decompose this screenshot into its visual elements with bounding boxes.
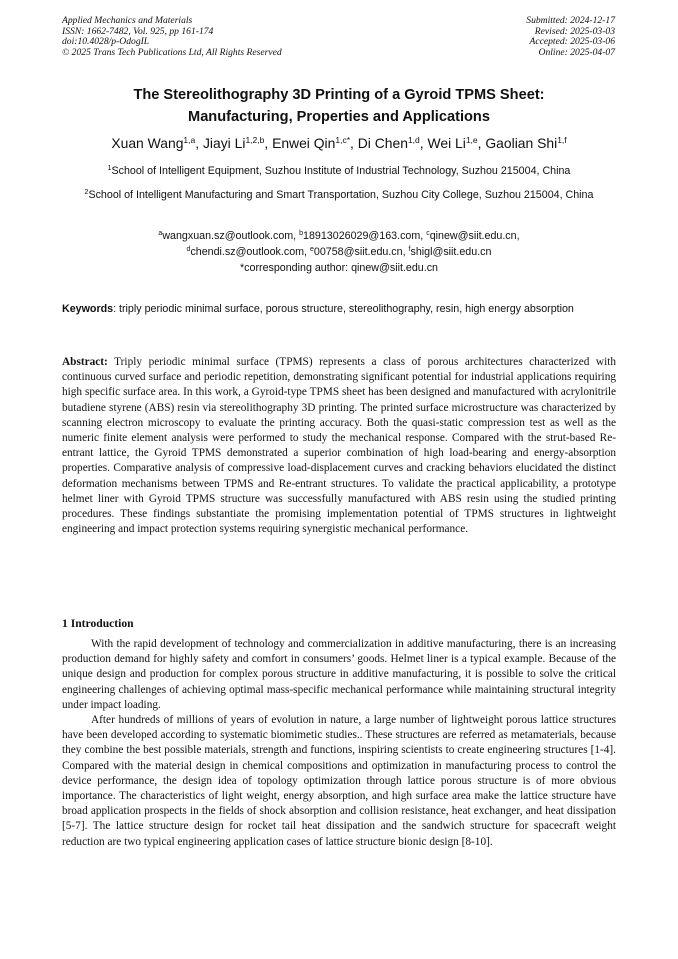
affiliation-2: [62, 187, 616, 204]
email-line-2: [62, 244, 616, 260]
author-separator: ,: [477, 135, 486, 151]
email-line-1: [62, 228, 616, 244]
journal-header: [62, 16, 282, 58]
author-list: [40, 134, 638, 152]
email-link[interactable]: qinew@siit.edu.cn,: [429, 230, 520, 242]
submitted-date: Submitted: 2024-12-17: [526, 15, 615, 26]
author-separator: ,: [264, 135, 273, 151]
email-mark: f: [408, 246, 411, 253]
journal-doi: doi:10.4028/p-OdogIL: [62, 36, 150, 48]
author-separator: ,: [195, 135, 203, 151]
keywords-block: [62, 301, 616, 318]
author-separator: ,: [419, 135, 428, 151]
email-mark: a: [158, 230, 163, 237]
paper-title: [62, 85, 616, 128]
author-affiliation-mark: 1,c*: [335, 135, 351, 145]
corresponding-author: *corresponding author: qinew@siit.edu.cn: [240, 262, 438, 274]
keywords-label: Keywords: [62, 303, 114, 315]
email-mark: e: [310, 246, 314, 253]
author-emails: [62, 228, 616, 276]
accepted-date: Accepted: 2025-03-06: [529, 36, 615, 48]
keywords-text: : triply periodic minimal surface, porous structure, stereolithography, resin, high energy absorption: [113, 303, 574, 315]
author-affiliation-mark: 1,f: [557, 135, 567, 145]
affiliation-text: School of Intelligent Equipment, Suzhou Institute of Industrial Technology, Suzhou 215004, China: [111, 165, 571, 177]
section-heading: 1 Introduction: [62, 617, 134, 630]
author-name: Enwei Qin: [272, 135, 336, 151]
email-link[interactable]: wangxuan.sz@outlook.com,: [162, 230, 300, 242]
author-name: Wei Li: [427, 135, 466, 151]
title-line-1: The Stereolithography 3D Printing of a Gyroid TPMS Sheet:: [133, 87, 545, 103]
email-mark: d: [186, 246, 191, 253]
email-link[interactable]: 00758@siit.edu.cn,: [313, 246, 409, 258]
author-name: Gaolian Shi: [485, 135, 558, 151]
online-date: Online: 2025-04-07: [538, 46, 615, 58]
journal-name: Applied Mechanics and Materials: [62, 15, 193, 26]
author-affiliation-mark: 1,2,b: [245, 135, 265, 145]
paragraph: After hundreds of millions of years of evolution in nature, a large number of lightweight porous lattice structures have been developed according to systematic biomimetic studies.. These structures are referred as metamaterials, because they combine the best possible materials, strength and functions, inspiring scientists to create engineering structures [1-4]. Compared with the material design in chemical compositions and optimization in manufacturing process to control the device performance, the design idea of topology optimization through lattice porous structure is of more obvious importance. The characteristics of light weight, energy absorption, and high surface area make the lattice structure have broad application prospects in the fields of shock absorption and collision resistance, heat exchanger, and heat dissipation [5-7]. The lattice structure design for rocket tail heat dissipation and the sandwich structure for spacecraft weight reduction are two typical engineering application cases of lattice structure bionic design [8-10].: [62, 714, 616, 848]
abstract-label: Abstract:: [62, 356, 108, 368]
author-separator: ,: [350, 135, 358, 151]
title-line-2: Manufacturing, Properties and Applications: [188, 108, 490, 125]
author-affiliation-mark: 1,d: [407, 135, 420, 145]
author-name: Di Chen: [357, 135, 408, 151]
author-name: Xuan Wang: [111, 135, 184, 151]
author-affiliation-mark: 1,e: [465, 135, 478, 145]
affiliation-1: [62, 163, 616, 180]
affiliation-mark: 1: [107, 165, 112, 172]
email-link[interactable]: chendi.sz@outlook.com,: [190, 246, 310, 258]
email-mark: b: [299, 230, 304, 237]
affiliation-text: School of Intelligent Manufacturing and Smart Transportation, Suzhou City College, Suzhou 215004, China: [88, 189, 594, 201]
journal-issn: ISSN: 1662-7482, Vol. 925, pp 161-174: [62, 25, 214, 37]
dates-header: [526, 16, 615, 58]
abstract-text: Triply periodic minimal surface (TPMS) represents a class of porous architectures characterized with continuous curved surface and periodic repetition, demonstrating significant potential for industrial applications requiring high specific surface area. In this work, a Gyroid-type TPMS sheet has been designed and manufactured with acrylonitrile butadiene styrene (ABS) resin via stereolithography 3D printing. The printed surface microstructure was characterized by scanning electron microscopy to evaluate the printing accuracy. Both the quasi-static compression test as well as the numeric finite element analysis were performed to study the mechanical response. Compared with the strut-based Re-entrant lattice, the Gyroid TPMS demonstrated a superior combination of high load-bearing and energy-absorption properties. Comparative analysis of compressive load-displacement curves and cracking behaviors elucidated the distinct deformation mechanisms between TPMS and Re-entrant structures. To validate the practical applicability, a prototype helmet liner with Gyroid TPMS structure was successfully manufactured with ABS resin using the studied printing procedures. These findings substantiate the promising implementation potential of TPMS structures in lightweight engineering and impact protection systems requiring synergistic mechanical performance.: [62, 356, 616, 536]
paragraph: With the rapid development of technology and commercialization in additive manufacturing, there is an increasing production demand for highly safety and comfort in consumers’ goods. Helmet liner is a typical example. Because of the unique design and production for complex porous structure in additive manufacturing, it is possible to solve the critical engineering challenges of achieving optimal mass-specific mechanical performance while maintaining structural integrity under impact loading.: [62, 638, 616, 711]
author-affiliation-mark: 1,a: [183, 135, 196, 145]
author-name: Jiayi Li: [202, 135, 246, 151]
journal-copyright: © 2025 Trans Tech Publications Ltd, All Rights Reserved: [62, 46, 282, 58]
email-link[interactable]: 18913026029@163.com,: [303, 230, 427, 242]
revised-date: Revised: 2025-03-03: [534, 25, 615, 37]
abstract-block: [62, 355, 616, 537]
email-link[interactable]: shigl@siit.edu.cn: [410, 246, 492, 258]
email-mark: c: [426, 230, 430, 237]
affiliation-mark: 2: [84, 189, 89, 196]
introduction-body: [62, 637, 616, 850]
